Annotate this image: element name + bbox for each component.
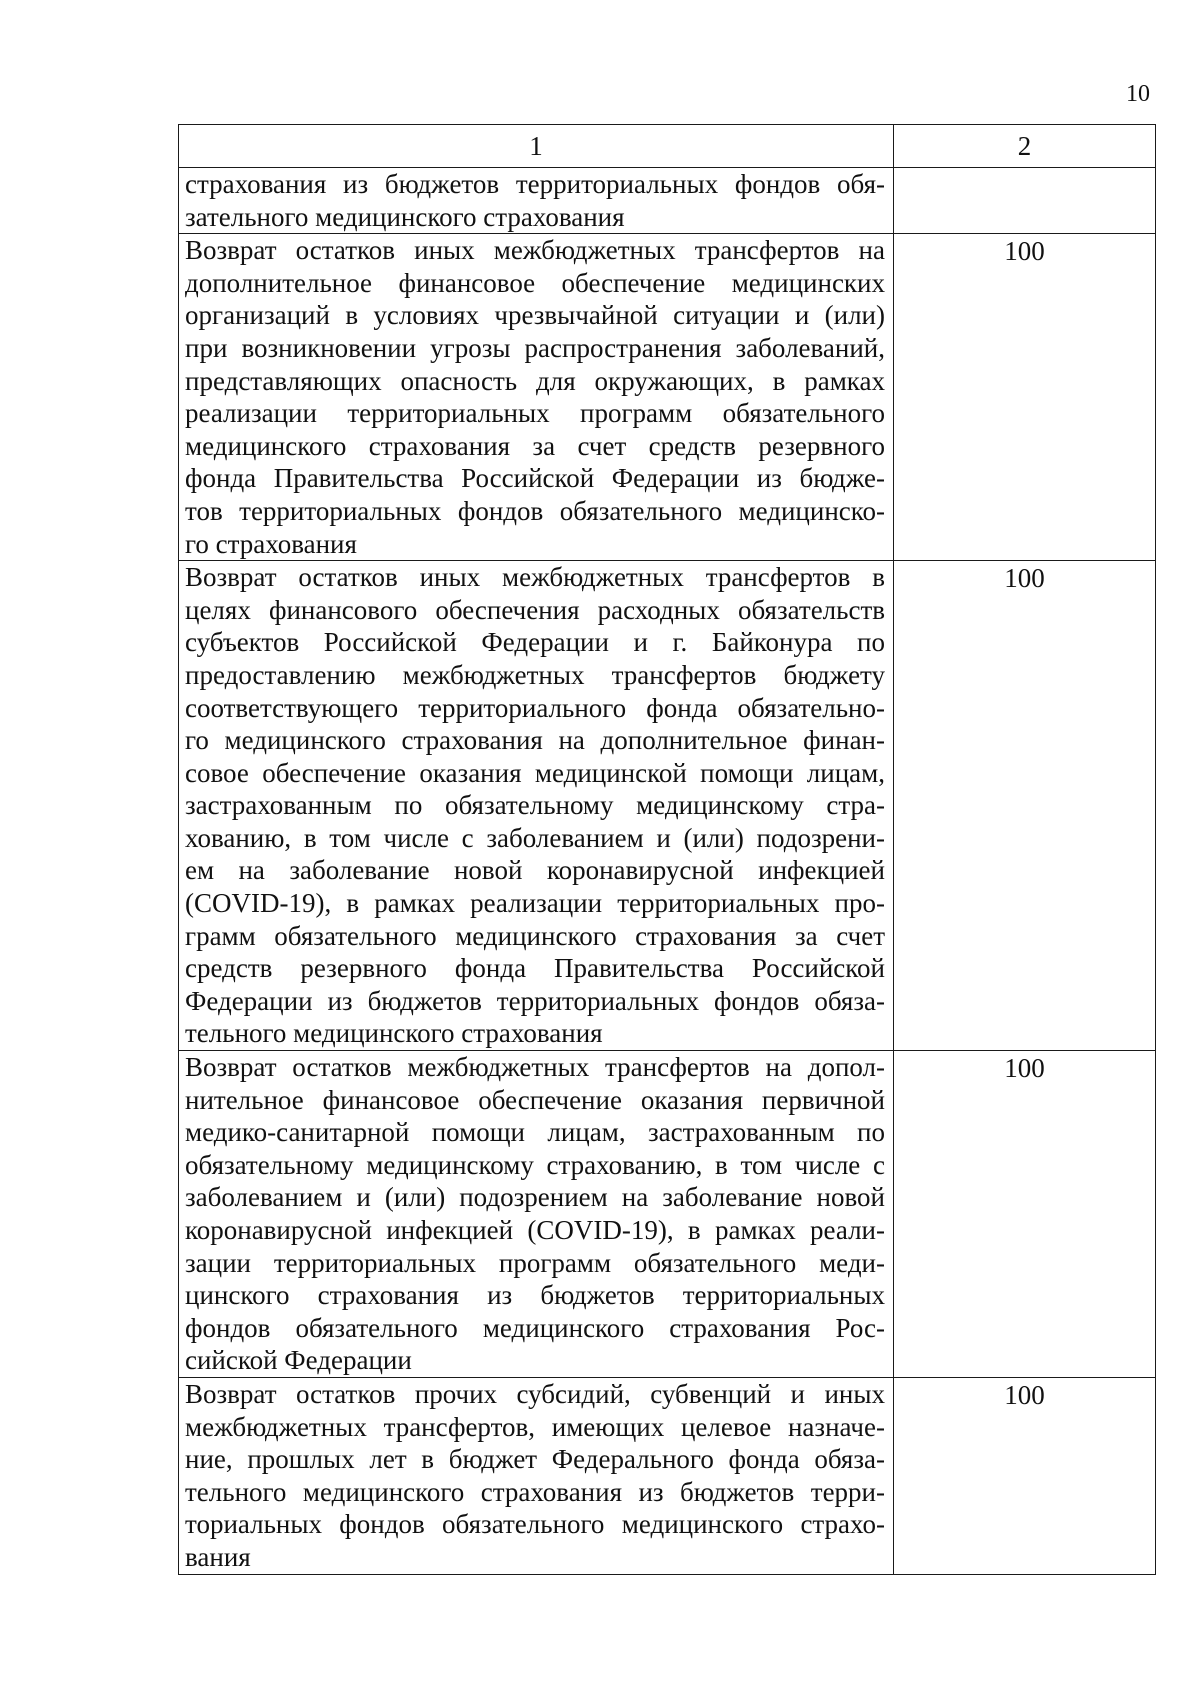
row-description [179,168,894,234]
table-row [179,168,1156,234]
row-description [179,561,894,1051]
description-line: целях финансового обеспечения расходных обязательств [185,594,885,625]
description-line: реализации территориальных программ обязательного [185,398,885,429]
description-line: грамм обязательного медицинского страхования за счет [185,920,885,951]
description-line: средств резервного фонда Правительства Российской [185,953,885,984]
description-line: Возврат остатков прочих субсидий, субвенций и иных [185,1378,885,1409]
row-value: 100 [894,234,1156,561]
page-number: 10 [1126,81,1150,107]
table-row [179,561,1156,1051]
description-line: предоставлению межбюджетных трансфертов бюджету [185,659,885,690]
description-line: сийской Федерации [185,1345,412,1376]
description-line: цинского страхования из бюджетов территориальных [185,1280,885,1311]
column-header-1: 1 [179,125,894,168]
table-row [179,1377,1156,1574]
description-line: го страхования [185,528,357,559]
row-value: 100 [894,1377,1156,1574]
description-line: Возврат остатков иных межбюджетных трансфертов в [185,562,885,593]
description-line: зации территориальных программ обязательного меди- [185,1247,885,1278]
description-line: Возврат остатков межбюджетных трансфертов на допол- [185,1052,885,1083]
description-line: фонда Правительства Российской Федерации из бюдже- [185,463,885,494]
row-description [179,1051,894,1378]
description-line: межбюджетных трансфертов, имеющих целевое назначе- [185,1411,885,1442]
row-value: 100 [894,561,1156,1051]
description-line: тов территориальных фондов обязательного медицинско- [185,495,885,526]
table-row [179,234,1156,561]
table-row [179,1051,1156,1378]
description-line: соответствующего территориального фонда обязательно- [185,692,885,723]
description-line: обязательному медицинскому страхованию, в том числе с [185,1149,885,1180]
revenue-table [178,124,1156,1575]
description-line: ем на заболевание новой коронавирусной инфекцией [185,855,885,886]
description-line: представляющих опасность для окружающих, в рамках [185,365,885,396]
row-value: 100 [894,1051,1156,1378]
description-line: Федерации из бюджетов территориальных фондов обяза- [185,985,885,1016]
description-line: медицинского страхования за счет средств резервного [185,430,885,461]
description-line: страхования из бюджетов территориальных фондов обя- [185,169,885,199]
description-line: вания [185,1541,251,1572]
description-line: Возврат остатков иных межбюджетных трансфертов на [185,235,885,266]
description-line: фондов обязательного медицинского страхования Рос- [185,1312,885,1343]
description-line: при возникновении угрозы распространения заболеваний, [185,332,885,363]
description-line: зательного медицинского страхования [185,201,625,232]
column-header-2: 2 [894,125,1156,168]
description-line: тельного медицинского страхования из бюджетов терри- [185,1476,885,1507]
description-line: организаций в условиях чрезвычайной ситуации и (или) [185,300,885,331]
description-line: нительное финансовое обеспечение оказания первичной [185,1084,885,1115]
description-line: го медицинского страхования на дополнительное финан- [185,725,885,756]
description-line: субъектов Российской Федерации и г. Байконура по [185,627,885,658]
description-line: коронавирусной инфекцией (COVID-19), в рамках реали- [185,1215,885,1245]
description-line: дополнительное финансовое обеспечение медицинских [185,267,885,298]
row-description [179,1377,894,1574]
row-value [894,168,1156,234]
description-line: совое обеспечение оказания медицинской помощи лицам, [185,757,885,788]
description-line: заболеванием и (или) подозрением на заболевание новой [185,1182,885,1213]
description-line: хованию, в том числе с заболеванием и (или) подозрени- [185,822,885,853]
description-line: медико-санитарной помощи лицам, застрахованным по [185,1117,885,1148]
description-line: застрахованным по обязательному медицинскому стра- [185,790,885,821]
table-header-row [179,125,1156,168]
description-line: ториальных фондов обязательного медицинского страхо- [185,1509,885,1540]
description-line: ние, прошлых лет в бюджет Федерального фонда обяза- [185,1444,885,1475]
row-description [179,234,894,561]
description-line: тельного медицинского страхования [185,1018,603,1049]
description-line: (COVID-19), в рамках реализации территориальных про- [185,888,885,919]
